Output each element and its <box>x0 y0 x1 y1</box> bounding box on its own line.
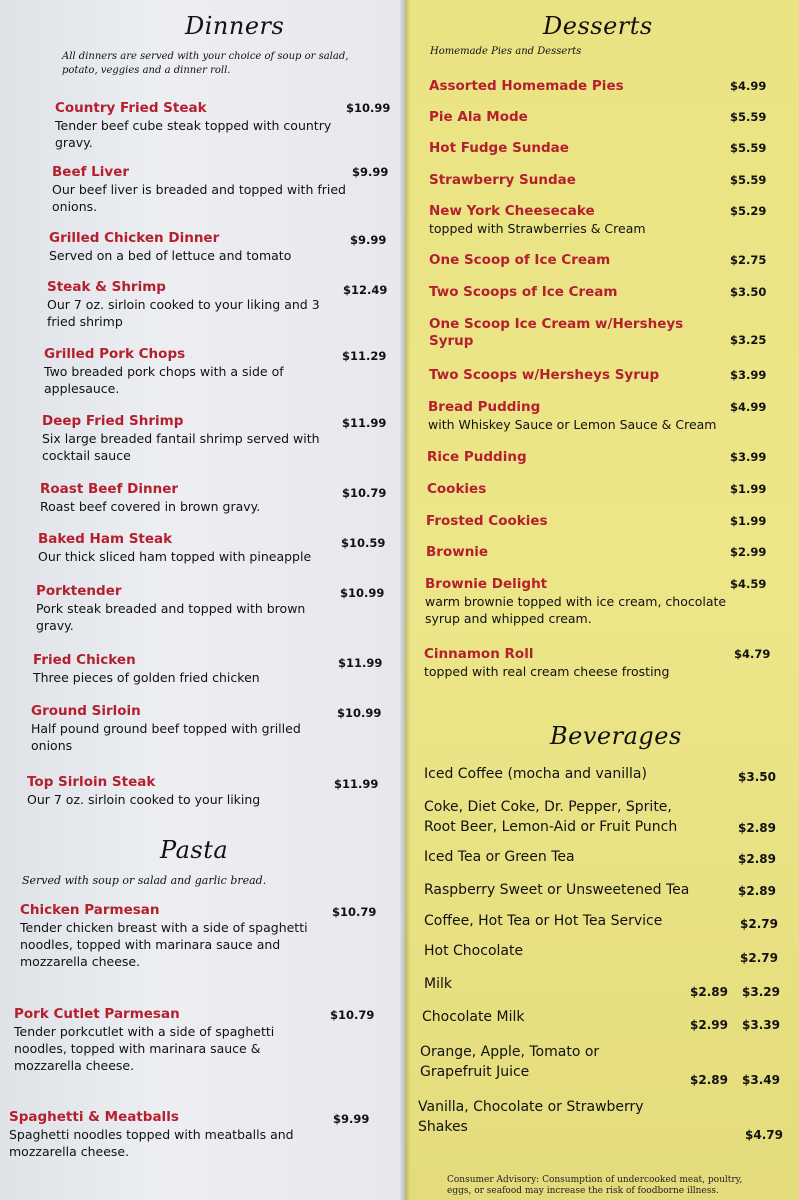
desserts-heading: Desserts <box>543 12 653 40</box>
price-brownie-delight: $4.59 <box>730 577 767 591</box>
price-assorted-homemade-pies: $4.99 <box>730 79 767 93</box>
price-milk-large: $3.29 <box>742 985 780 999</box>
price-two-scoops-hersheys: $3.99 <box>730 368 767 382</box>
price-brownie: $2.99 <box>730 545 767 559</box>
price-baked-ham-steak: $10.59 <box>341 536 386 550</box>
dessert-assorted-homemade-pies: Assorted Homemade Pies <box>429 78 624 94</box>
price-porktender: $10.99 <box>340 586 385 600</box>
price-pie-ala-mode: $5.59 <box>730 110 767 124</box>
price-iced-tea: $2.89 <box>738 852 776 866</box>
price-spaghetti-meatballs: $9.99 <box>333 1112 370 1126</box>
menu-item-beef-liver: Beef Liver Our beef liver is breaded and topped with fried onions. <box>52 164 346 214</box>
price-one-scoop-ice-cream: $2.75 <box>730 253 767 267</box>
dessert-cookies: Cookies <box>427 481 487 497</box>
menu-item-pork-cutlet-parmesan: Pork Cutlet Parmesan Tender porkcutlet with a side of spaghetti noodles, topped with marinara sauce & mozzarella cheese. <box>14 1006 275 1073</box>
panel-divider <box>400 0 410 1200</box>
beverage-hot-chocolate: Hot Chocolate <box>424 943 524 959</box>
price-raspberry-tea: $2.89 <box>738 884 776 898</box>
menu-item-country-fried-steak: Country Fried Steak Tender beef cube steak topped with country gravy. <box>55 100 332 150</box>
dinners-heading: Dinners <box>185 12 285 40</box>
menu-item-deep-fried-shrimp: Deep Fried Shrimp Six large breaded fantail shrimp served with cocktail sauce <box>42 413 320 463</box>
dessert-bread-pudding: Bread Pudding with Whiskey Sauce or Lemon Sauce & Cream <box>428 399 717 432</box>
dessert-rice-pudding: Rice Pudding <box>427 449 527 465</box>
dessert-one-scoop-hersheys: One Scoop Ice Cream w/Hersheys Syrup <box>429 316 684 349</box>
menu-item-grilled-pork-chops: Grilled Pork Chops Two breaded pork chops with a side of applesauce. <box>44 346 284 396</box>
price-beef-liver: $9.99 <box>352 165 389 179</box>
menu-item-fried-chicken: Fried Chicken Three pieces of golden fried chicken <box>33 652 260 685</box>
beverages-heading: Beverages <box>550 722 682 750</box>
dessert-new-york-cheesecake: New York Cheesecake topped with Strawberries & Cream <box>429 203 646 236</box>
price-cookies: $1.99 <box>730 482 767 496</box>
dessert-brownie-delight: Brownie Delight warm brownie topped with ice cream, chocolate syrup and whipped cream. <box>425 576 727 626</box>
beverage-shakes: Vanilla, Chocolate or Strawberry Shakes <box>418 1099 644 1135</box>
price-shakes: $4.79 <box>745 1128 783 1142</box>
price-pork-cutlet-parmesan: $10.79 <box>330 1008 375 1022</box>
dessert-two-scoops-hersheys: Two Scoops w/Hersheys Syrup <box>429 367 660 383</box>
beverage-raspberry-tea: Raspberry Sweet or Unsweetened Tea <box>424 882 690 898</box>
pasta-heading: Pasta <box>160 836 229 864</box>
menu-item-spaghetti-meatballs: Spaghetti & Meatballs Spaghetti noodles topped with meatballs and mozzarella cheese. <box>9 1109 294 1159</box>
dessert-cinnamon-roll: Cinnamon Roll topped with real cream cheese frosting <box>424 646 670 679</box>
menu-item-grilled-chicken-dinner: Grilled Chicken Dinner Served on a bed of lettuce and tomato <box>49 230 292 263</box>
beverage-juice: Orange, Apple, Tomato or Grapefruit Juice <box>420 1044 600 1080</box>
menu-item-chicken-parmesan: Chicken Parmesan Tender chicken breast with a side of spaghetti noodles, topped with marinara sauce and mozzarella cheese. <box>20 902 308 969</box>
menu-item-steak-shrimp: Steak & Shrimp Our 7 oz. sirloin cooked to your liking and 3 fried shrimp <box>47 279 320 329</box>
menu-item-ground-sirloin: Ground Sirloin Half pound ground beef topped with grilled onions <box>31 703 301 753</box>
dessert-pie-ala-mode: Pie Ala Mode <box>429 109 528 125</box>
price-frosted-cookies: $1.99 <box>730 514 767 528</box>
price-ground-sirloin: $10.99 <box>337 706 382 720</box>
dessert-hot-fudge-sundae: Hot Fudge Sundae <box>429 140 569 156</box>
dessert-one-scoop-ice-cream: One Scoop of Ice Cream <box>429 252 611 268</box>
price-country-fried-steak: $10.99 <box>346 101 391 115</box>
price-milk-small: $2.89 <box>690 985 728 999</box>
beverage-chocolate-milk: Chocolate Milk <box>422 1009 525 1025</box>
price-bread-pudding: $4.99 <box>730 400 767 414</box>
price-hot-chocolate: $2.79 <box>740 951 778 965</box>
dessert-strawberry-sundae: Strawberry Sundae <box>429 172 576 188</box>
price-chocolate-milk-small: $2.99 <box>690 1018 728 1032</box>
price-juice-small: $2.89 <box>690 1073 728 1087</box>
beverage-iced-tea: Iced Tea or Green Tea <box>424 849 575 865</box>
beverage-milk: Milk <box>424 976 452 992</box>
price-grilled-pork-chops: $11.29 <box>342 349 387 363</box>
price-sodas: $2.89 <box>738 821 776 835</box>
dinners-note: All dinners are served with your choice of soup or salad, potato, veggies and a dinner roll. <box>62 51 349 76</box>
price-two-scoops-ice-cream: $3.50 <box>730 285 767 299</box>
price-fried-chicken: $11.99 <box>338 656 383 670</box>
price-iced-coffee: $3.50 <box>738 770 776 784</box>
menu-item-baked-ham-steak: Baked Ham Steak Our thick sliced ham topped with pineapple <box>38 531 312 564</box>
beverage-sodas: Coke, Diet Coke, Dr. Pepper, Sprite, Root Beer, Lemon-Aid or Fruit Punch <box>424 799 678 835</box>
dessert-frosted-cookies: Frosted Cookies <box>426 513 548 529</box>
price-chicken-parmesan: $10.79 <box>332 905 377 919</box>
dessert-brownie: Brownie <box>426 544 489 560</box>
price-new-york-cheesecake: $5.29 <box>730 204 767 218</box>
price-cinnamon-roll: $4.79 <box>734 647 771 661</box>
price-juice-large: $3.49 <box>742 1073 780 1087</box>
price-top-sirloin-steak: $11.99 <box>334 777 379 791</box>
price-one-scoop-hersheys: $3.25 <box>730 333 767 347</box>
price-strawberry-sundae: $5.59 <box>730 173 767 187</box>
price-roast-beef-dinner: $10.79 <box>342 486 387 500</box>
beverage-coffee-hot-tea: Coffee, Hot Tea or Hot Tea Service <box>424 913 663 929</box>
consumer-advisory: Consumer Advisory: Consumption of undercooked meat, poultry, eggs, or seafood may increase the risk of foodborne illness. <box>447 1175 743 1196</box>
price-rice-pudding: $3.99 <box>730 450 767 464</box>
price-chocolate-milk-large: $3.39 <box>742 1018 780 1032</box>
price-hot-fudge-sundae: $5.59 <box>730 141 767 155</box>
price-coffee-hot-tea: $2.79 <box>740 917 778 931</box>
dessert-two-scoops-ice-cream: Two Scoops of Ice Cream <box>429 284 618 300</box>
desserts-note: Homemade Pies and Desserts <box>430 46 582 57</box>
menu-item-porktender: Porktender Pork steak breaded and topped with brown gravy. <box>36 583 306 633</box>
price-steak-shrimp: $12.49 <box>343 283 388 297</box>
menu-item-top-sirloin-steak: Top Sirloin Steak Our 7 oz. sirloin cooked to your liking <box>27 774 261 807</box>
pasta-note: Served with soup or salad and garlic bread. <box>22 874 267 887</box>
beverage-iced-coffee: Iced Coffee (mocha and vanilla) <box>424 766 647 782</box>
price-grilled-chicken-dinner: $9.99 <box>350 233 387 247</box>
menu-item-roast-beef-dinner: Roast Beef Dinner Roast beef covered in brown gravy. <box>40 481 261 514</box>
price-deep-fried-shrimp: $11.99 <box>342 416 387 430</box>
